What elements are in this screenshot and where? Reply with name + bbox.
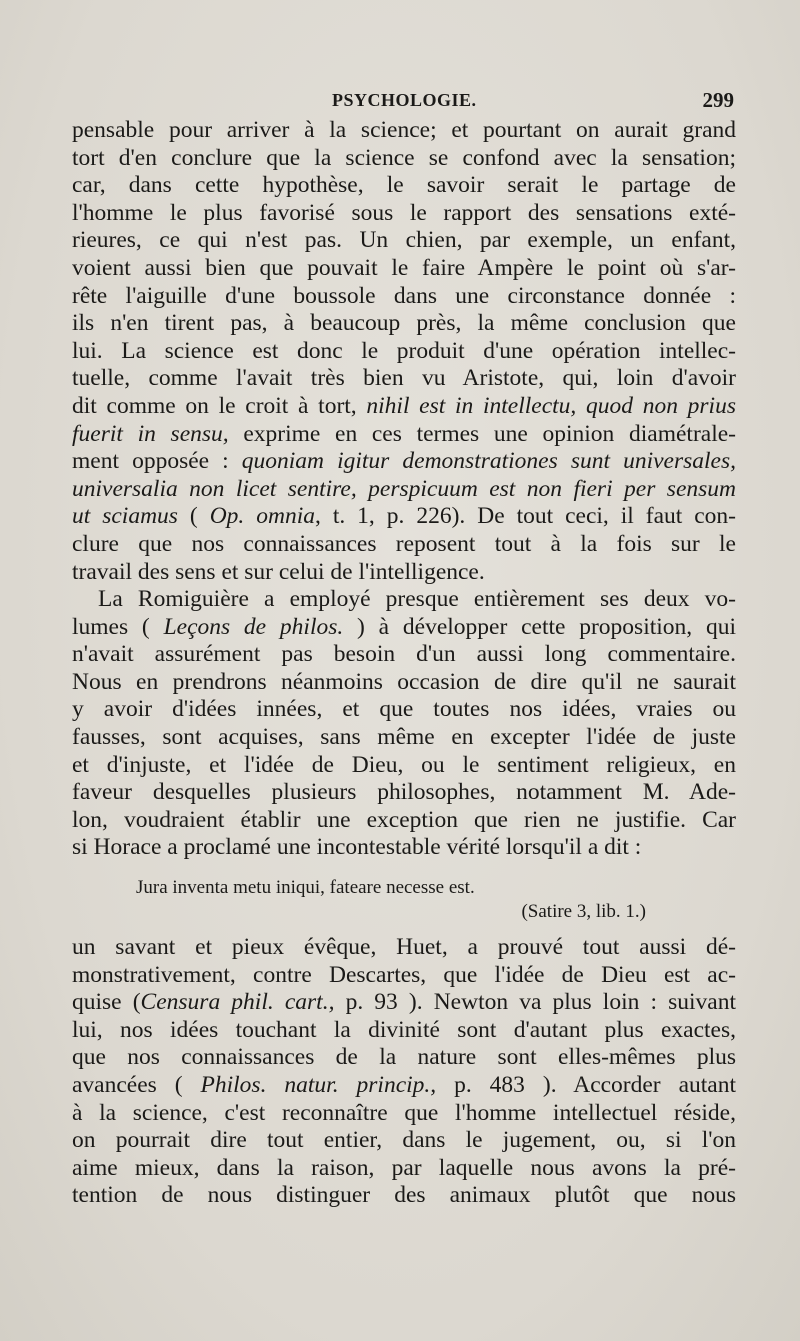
text-line: rête l'aiguille d'une boussole dans une circonstance donnée : [72, 282, 736, 309]
quote-source: (Satire 3, lib. 1.) [521, 901, 646, 923]
text-run: p. 483 ). Accorder autant [436, 1072, 736, 1098]
verse-quote [72, 876, 736, 924]
text-line: clure que nos connaissances reposent tout à la fois sur le [72, 530, 736, 557]
text-run: ( [177, 503, 210, 530]
text-line: lui, nos idées touchant la divinité sont d'autant plus exactes, [72, 1016, 736, 1043]
text-line [72, 393, 736, 421]
latin-citation: quoniam igitur demonstrationes sunt universales, [241, 448, 736, 475]
text-line [72, 448, 736, 476]
text-line: y avoir d'idées innées, et que toutes nos idées, vraies ou [72, 696, 736, 723]
work-title: Philos. natur. princip., [200, 1072, 437, 1098]
running-title: PSYCHOLOGIE. [332, 90, 477, 110]
text-line: rieures, ce qui n'est pas. Un chien, par exemple, un enfant, [72, 227, 736, 254]
text-line [72, 476, 736, 504]
text-line: car, dans cette hypothèse, le savoir serait le partage de [72, 172, 736, 199]
text-run: lumes ( [72, 613, 164, 640]
text-line: tuelle, comme l'avait très bien vu Aristote, qui, loin d'avoir [72, 365, 736, 392]
quote-text: Jura inventa metu iniqui, fateare necesse est. [136, 877, 475, 899]
text-line: on pourrait dire tout entier, dans le jugement, ou, si l'on [72, 1127, 736, 1154]
text-line: et d'injuste, et l'idée de Dieu, ou le sentiment religieux, en [72, 751, 736, 778]
latin-citation: universalia non licet sentire, perspicuum est non fieri per sensum [72, 475, 736, 502]
text-line: tention de nous distinguer des animaux plutôt que nous [72, 1182, 736, 1209]
text-line: n'avait assurément pas besoin d'un aussi long commentaire. [72, 641, 736, 668]
page-number: 299 [702, 88, 734, 112]
text-run: , t. 1, p. 226). De tout ceci, il faut con- [315, 503, 737, 530]
text-line: l'homme le plus favorisé sous le rapport des sensations exté- [72, 199, 736, 226]
text-line: La Romiguière a employé presque entièrement ses deux vo- [98, 586, 736, 613]
text-line: fausses, sont acquises, sans même en excepter l'idée de juste [72, 724, 736, 751]
text-line: lui. La science est donc le produit d'une opération intellec- [72, 337, 736, 364]
text-line: à la science, c'est reconnaître que l'homme intellectuel réside, [72, 1099, 736, 1126]
text-run: p. 93 ). Newton va plus loin : suivant [334, 989, 736, 1016]
text-line [72, 503, 736, 531]
text-line: un savant et pieux évêque, Huet, a prouvé tout aussi dé- [72, 934, 736, 961]
text-run: ment opposée : [72, 448, 242, 475]
text-run: dit comme on le croit à tort, [72, 392, 367, 419]
text-run: exprime en ces termes une opinion diamétrale- [228, 420, 736, 447]
text-line: lon, voudraient établir une exception que rien ne justifie. Car [72, 806, 736, 833]
latin-citation: ut sciamus [72, 503, 178, 530]
text-line: travail des sens et sur celui de l'intelligence. [72, 558, 485, 585]
text-line: monstrativement, contre Descartes, que l'idée de Dieu est ac- [72, 961, 736, 988]
text-line [72, 1072, 736, 1100]
work-title: Leçons de philos. [163, 613, 344, 640]
text-line: aime mieux, dans la raison, par laquelle nous avons la pré- [72, 1154, 736, 1181]
text-line: faveur desquelles plusieurs philosophes, notamment M. Ade- [72, 779, 736, 806]
text-line: si Horace a proclamé une incontestable vérité lorsqu'il a dit : [72, 834, 642, 861]
text-line: tort d'en conclure que la science se confond avec la sensation; [72, 144, 736, 171]
latin-citation: fuerit in sensu, [72, 420, 229, 447]
work-title: Op. omnia [209, 503, 315, 530]
text-line: Nous en prendrons néanmoins occasion de dire qu'il ne saurait [72, 668, 736, 695]
body-text [72, 117, 736, 1210]
text-line [72, 989, 736, 1017]
text-line: voient aussi bien que pouvait le faire Ampère le point où s'ar- [72, 254, 736, 281]
latin-citation: nihil est in intellectu, quod non prius [366, 392, 736, 419]
text-run: ) à développer cette proposition, qui [343, 613, 736, 640]
text-run: avancées ( [72, 1072, 201, 1098]
text-line [72, 421, 736, 449]
text-line: pensable pour arriver à la science; et pourtant on aurait grand [72, 117, 736, 143]
work-title: Censura phil. cart., [140, 989, 335, 1016]
text-line: que nos connaissances de la nature sont elles-mêmes plus [72, 1044, 736, 1071]
text-line: ils n'en tirent pas, à beaucoup près, la même conclusion que [72, 310, 736, 337]
text-run: quise ( [72, 989, 141, 1016]
text-line [72, 614, 736, 642]
page-header [72, 88, 736, 116]
